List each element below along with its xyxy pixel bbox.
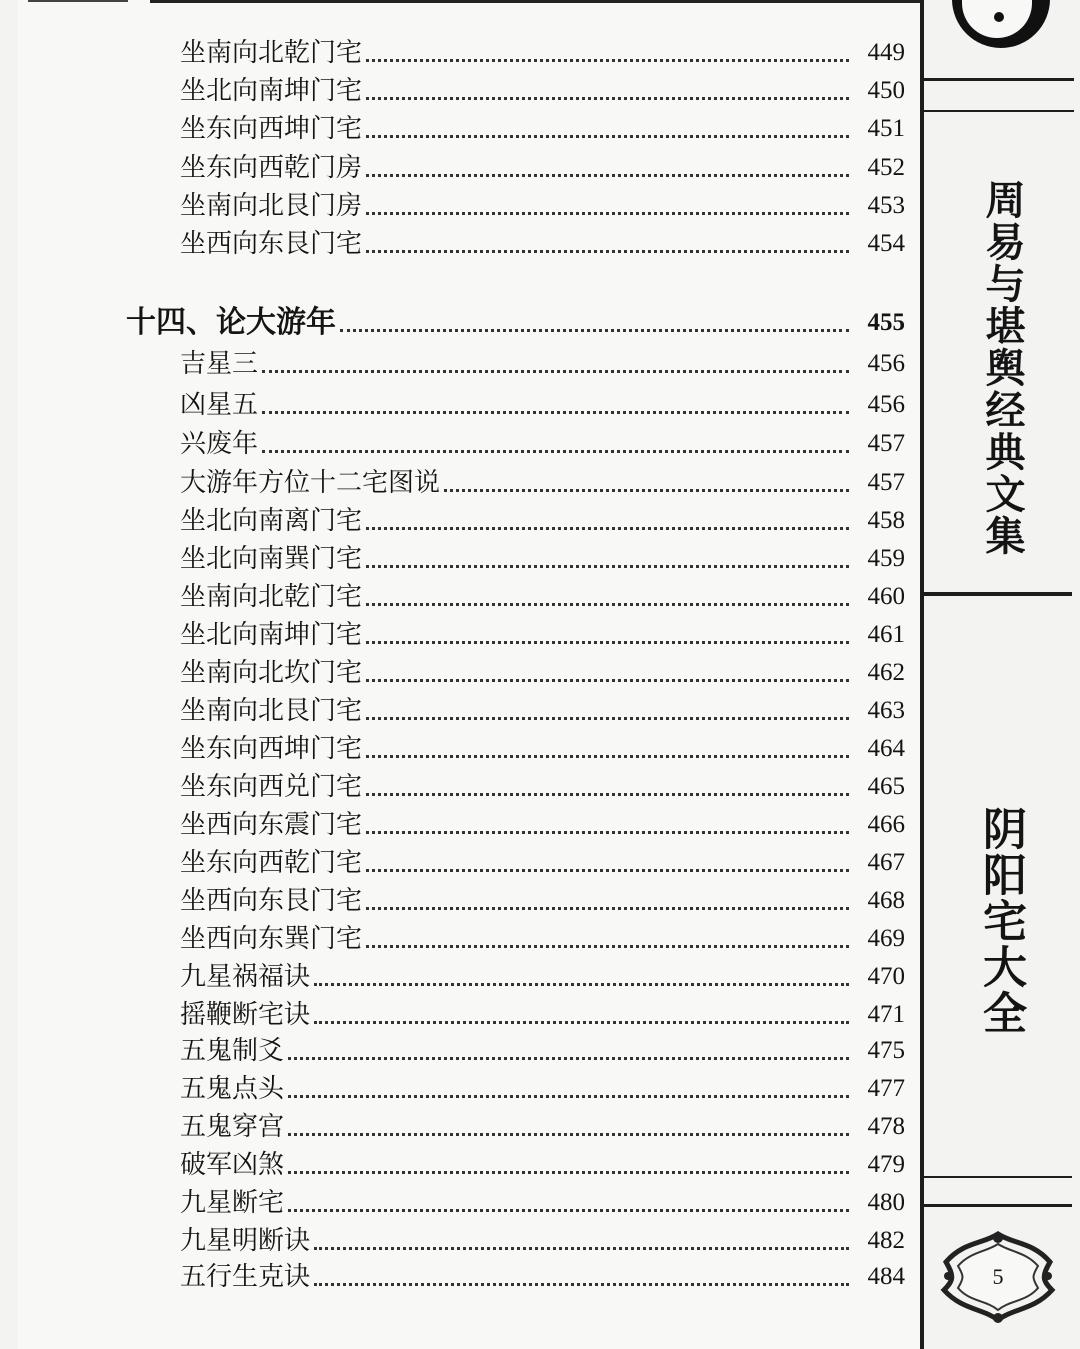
toc-entry-page: 452 — [867, 154, 905, 181]
toc-entry-page: 464 — [867, 735, 905, 762]
dot-leader — [366, 679, 849, 682]
toc-entry-page: 463 — [867, 697, 905, 724]
toc-entry — [180, 504, 905, 538]
ornamental-frame-icon — [938, 1228, 1058, 1324]
toc-entry — [180, 960, 905, 994]
toc-entry — [180, 846, 905, 880]
toc-entry — [180, 1186, 905, 1220]
dot-leader — [366, 831, 849, 834]
toc-entry — [180, 618, 905, 652]
toc-entry — [180, 542, 905, 576]
toc-entry — [180, 808, 905, 842]
toc-entry-title: 五鬼制爻 — [180, 1036, 285, 1066]
toc-entry-page: 461 — [867, 621, 905, 648]
toc-entry-title: 凶星五 — [180, 390, 259, 420]
toc-entry-page: 453 — [867, 192, 905, 219]
toc-entry-page: 484 — [867, 1263, 905, 1290]
dot-leader — [366, 945, 849, 948]
dot-leader — [314, 1247, 849, 1250]
toc-entry — [180, 1034, 905, 1068]
book-title: 阴阳宅大全 — [975, 806, 1026, 1036]
toc-entry-page: 467 — [867, 849, 905, 876]
dot-leader — [366, 527, 849, 530]
toc-entry-title: 坐北向南离门宅 — [180, 506, 363, 536]
toc-entry-page: 449 — [867, 39, 905, 66]
toc-entry-page: 462 — [867, 659, 905, 686]
sidebar — [924, 0, 1080, 1349]
toc-entry — [180, 1224, 905, 1258]
toc-entry-title: 坐东向西兑门宅 — [180, 772, 363, 802]
toc-entry-title: 坐南向北艮门房 — [180, 191, 363, 221]
toc-entry-page: 469 — [867, 925, 905, 952]
dot-leader — [314, 1021, 849, 1024]
toc-entry-title: 坐北向南坤门宅 — [180, 76, 363, 106]
dot-leader — [288, 1133, 849, 1136]
toc-entry-page: 480 — [867, 1189, 905, 1216]
toc-entry-title: 坐北向南巽门宅 — [180, 544, 363, 574]
toc-entry-title: 坐南向北乾门宅 — [180, 582, 363, 612]
toc-entry-page: 459 — [867, 545, 905, 572]
toc-entry-title: 坐西向东艮门宅 — [180, 229, 363, 259]
sidebar-rule — [924, 78, 1074, 81]
toc-entry — [180, 427, 905, 461]
toc-entry-title: 坐西向东巽门宅 — [180, 924, 363, 954]
series-title: 周易与堪舆经典文集 — [979, 179, 1026, 557]
dot-leader — [366, 907, 849, 910]
toc-entry-page: 458 — [867, 507, 905, 534]
sidebar-rule — [924, 110, 1074, 112]
toc-entry-title: 坐北向南坤门宅 — [180, 620, 363, 650]
dot-leader — [366, 717, 849, 720]
toc-entry-page: 466 — [867, 811, 905, 838]
dot-leader — [366, 97, 849, 100]
toc-entry-title: 九星明断诀 — [180, 1226, 311, 1256]
toc-entry-title: 五鬼点头 — [180, 1074, 285, 1104]
dot-leader — [340, 329, 849, 332]
toc-entry — [180, 151, 905, 185]
toc-entry-title: 坐南向北坎门宅 — [180, 658, 363, 688]
toc-entry — [180, 1260, 905, 1294]
toc-entry — [180, 388, 905, 422]
sidebar-rule — [924, 1204, 1072, 1207]
toc-entry-page: 470 — [867, 963, 905, 990]
toc-entry-title: 破军凶煞 — [180, 1150, 285, 1180]
toc-entry — [180, 36, 905, 70]
dot-leader — [366, 135, 849, 138]
toc-entry-page: 460 — [867, 583, 905, 610]
dot-leader — [366, 250, 849, 253]
toc-entry-title: 五行生克诀 — [180, 1262, 311, 1292]
dot-leader — [288, 1057, 849, 1060]
toc-entry — [180, 580, 905, 614]
toc-entry — [180, 1072, 905, 1106]
dot-leader — [366, 869, 849, 872]
dot-leader — [262, 450, 849, 453]
toc-entry — [180, 770, 905, 804]
toc-entry — [180, 998, 905, 1032]
dot-leader — [366, 603, 849, 606]
dot-leader — [262, 370, 849, 373]
toc-chapter-heading — [126, 306, 905, 340]
toc-entry-title: 兴废年 — [180, 429, 259, 459]
toc-entry-page: 457 — [867, 430, 905, 457]
toc-entry-page: 471 — [867, 1001, 905, 1028]
toc-entry — [180, 1148, 905, 1182]
dot-leader — [366, 212, 849, 215]
toc-entry-title: 九星祸福诀 — [180, 962, 311, 992]
toc-entry — [180, 922, 905, 956]
toc-entry-title: 坐西向东震门宅 — [180, 810, 363, 840]
toc-entry-title: 摇鞭断宅诀 — [180, 1000, 311, 1030]
toc-entry-page: 478 — [867, 1113, 905, 1140]
toc-entry — [180, 112, 905, 146]
taiji-yin-yang-icon — [952, 0, 1050, 48]
toc-entry — [180, 347, 905, 381]
toc-entry-title: 坐东向西乾门宅 — [180, 848, 363, 878]
dot-leader — [262, 411, 849, 414]
toc-entry-title: 坐东向西坤门宅 — [180, 114, 363, 144]
toc-entry-page: 454 — [867, 230, 905, 257]
toc-entry-title: 九星断宅 — [180, 1188, 285, 1218]
toc-entry-title: 坐东向西乾门房 — [180, 153, 363, 183]
toc-entry-page: 457 — [867, 469, 905, 496]
page-number: 5 — [992, 1264, 1004, 1289]
toc-entry-page: 475 — [867, 1037, 905, 1064]
dot-leader — [366, 174, 849, 177]
dot-leader — [366, 565, 849, 568]
toc-entry-title: 吉星三 — [180, 349, 259, 379]
toc-entry-title: 坐南向北艮门宅 — [180, 696, 363, 726]
toc-entry — [180, 732, 905, 766]
toc-entry-page: 468 — [867, 887, 905, 914]
sidebar-rule — [924, 592, 1072, 596]
toc-entry — [180, 1110, 905, 1144]
toc-entry-title: 坐西向东艮门宅 — [180, 886, 363, 916]
toc-entry-page: 456 — [867, 391, 905, 418]
dot-leader — [288, 1171, 849, 1174]
dot-leader — [444, 489, 849, 492]
toc-entry-page: 456 — [867, 350, 905, 377]
dot-leader — [288, 1209, 849, 1212]
dot-leader — [366, 755, 849, 758]
dot-leader — [288, 1095, 849, 1098]
dot-leader — [314, 1283, 849, 1286]
dot-leader — [366, 641, 849, 644]
toc-entry — [180, 74, 905, 108]
toc-entry-page: 482 — [867, 1227, 905, 1254]
toc-entry — [180, 884, 905, 918]
dot-leader — [366, 793, 849, 796]
toc-entry — [180, 227, 905, 261]
toc-entry-page: 479 — [867, 1151, 905, 1178]
toc-entry — [180, 656, 905, 690]
toc-entry-title: 五鬼穿宫 — [180, 1112, 285, 1142]
toc-entry-title: 坐南向北乾门宅 — [180, 38, 363, 68]
toc-entry-title: 十四、论大游年 — [126, 305, 336, 340]
toc-entry — [180, 466, 905, 500]
toc-entry-page: 450 — [867, 77, 905, 104]
sidebar-rule — [924, 1176, 1072, 1178]
toc-entry-title: 坐东向西坤门宅 — [180, 734, 363, 764]
dot-leader — [314, 983, 849, 986]
dot-leader — [366, 59, 849, 62]
toc-entry-page: 451 — [867, 115, 905, 142]
toc-entry-page: 455 — [867, 309, 905, 336]
toc-entry-page: 465 — [867, 773, 905, 800]
toc-entry-page: 477 — [867, 1075, 905, 1102]
toc-entry — [180, 189, 905, 223]
toc-entry-title: 大游年方位十二宅图说 — [180, 468, 441, 498]
toc-entry — [180, 694, 905, 728]
